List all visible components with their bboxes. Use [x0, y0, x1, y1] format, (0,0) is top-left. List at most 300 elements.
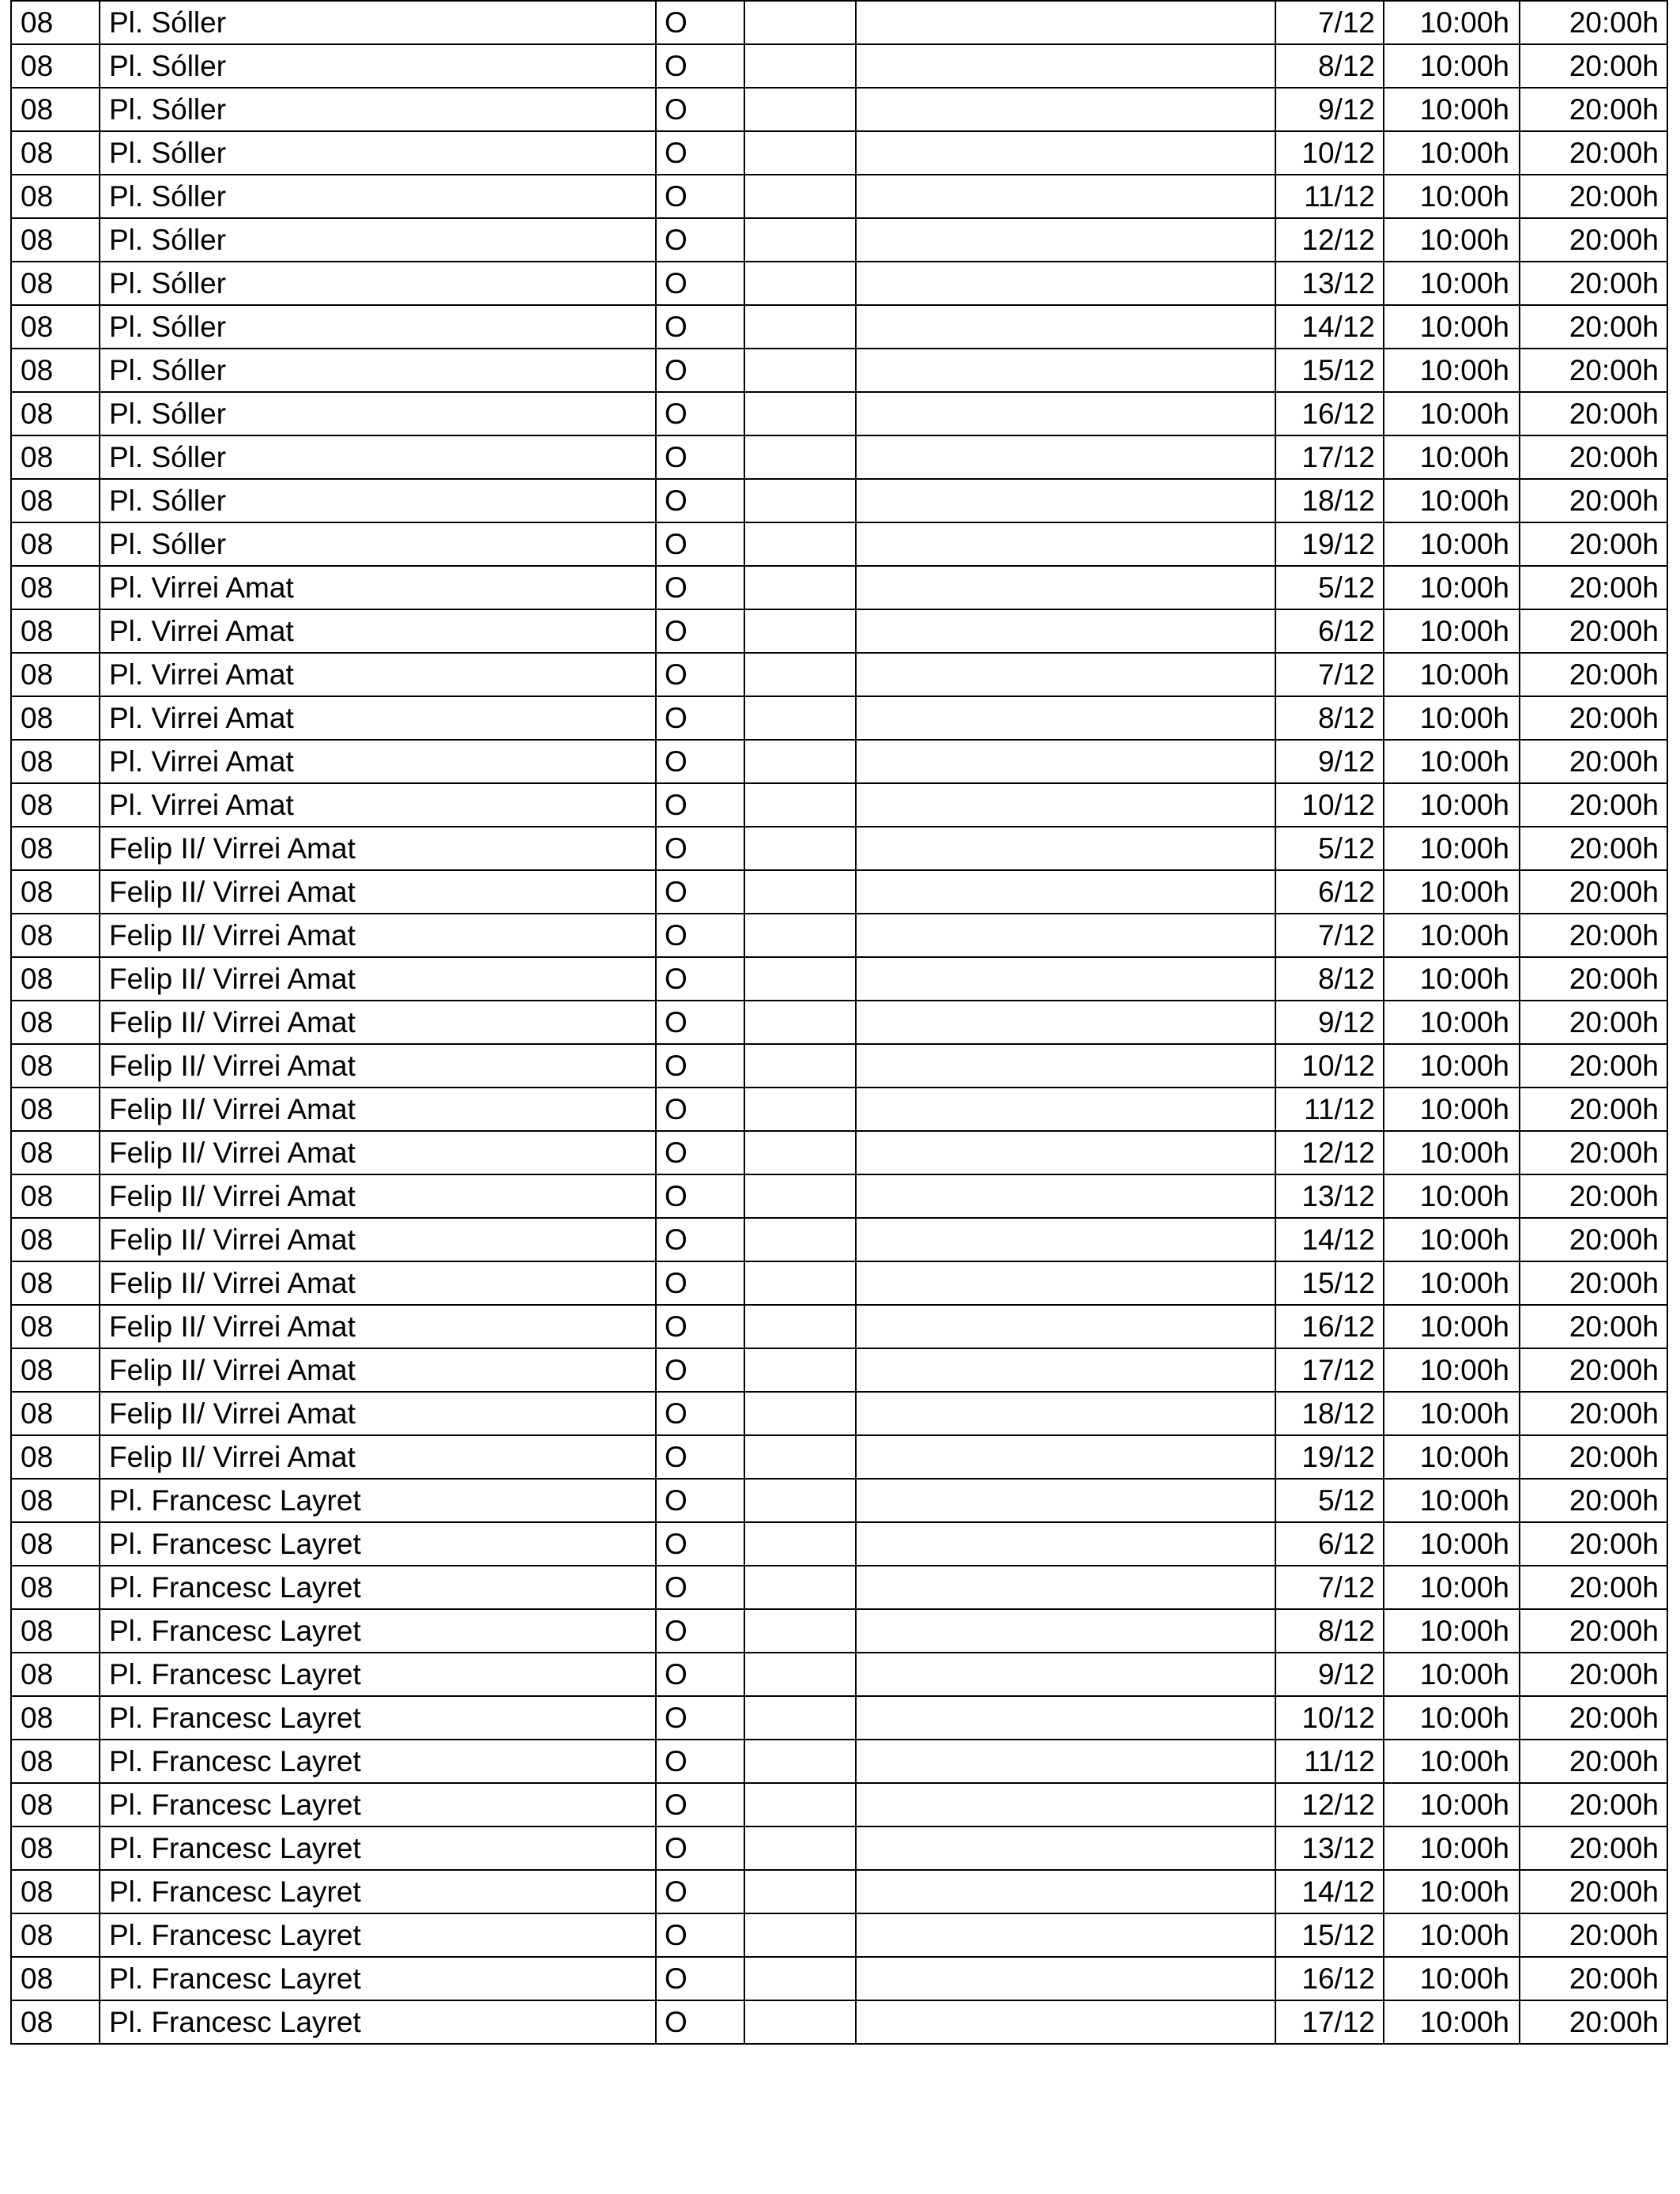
empty-cell: [856, 349, 1275, 392]
date-cell: 9/12: [1275, 88, 1384, 131]
table-row: [11, 783, 1667, 827]
location-cell: Pl. Sóller: [100, 349, 656, 392]
empty-cell: [856, 1566, 1275, 1609]
location-cell: Felip II/ Virrei Amat: [100, 1174, 656, 1218]
date-cell: 13/12: [1275, 1826, 1384, 1870]
end-time-cell: 20:00h: [1520, 1870, 1667, 1913]
end-time-cell: 20:00h: [1520, 1174, 1667, 1218]
table-row: [11, 1522, 1667, 1566]
start-time-cell: 10:00h: [1384, 1957, 1520, 2000]
district-cell: 08: [11, 218, 100, 262]
table-row: [11, 1001, 1667, 1044]
district-cell: 08: [11, 914, 100, 957]
start-time-cell: 10:00h: [1384, 1783, 1520, 1826]
start-time-cell: 10:00h: [1384, 1913, 1520, 1957]
end-time-cell: 20:00h: [1520, 1218, 1667, 1261]
end-time-cell: 20:00h: [1520, 1261, 1667, 1305]
empty-cell: [856, 2000, 1275, 2044]
empty-cell: [744, 957, 856, 1001]
date-cell: 18/12: [1275, 479, 1384, 522]
type-cell: O: [656, 1131, 744, 1174]
district-cell: 08: [11, 1522, 100, 1566]
empty-cell: [744, 566, 856, 609]
district-cell: 08: [11, 1826, 100, 1870]
location-cell: Pl. Virrei Amat: [100, 696, 656, 740]
district-cell: 08: [11, 1044, 100, 1088]
table-row: [11, 2000, 1667, 2044]
type-cell: O: [656, 1522, 744, 1566]
empty-cell: [744, 1044, 856, 1088]
location-cell: Felip II/ Virrei Amat: [100, 1001, 656, 1044]
date-cell: 6/12: [1275, 1522, 1384, 1566]
type-cell: O: [656, 696, 744, 740]
table-row: [11, 218, 1667, 262]
type-cell: O: [656, 609, 744, 653]
type-cell: O: [656, 218, 744, 262]
district-cell: 08: [11, 1001, 100, 1044]
type-cell: O: [656, 1783, 744, 1826]
location-cell: Pl. Francesc Layret: [100, 1913, 656, 1957]
end-time-cell: 20:00h: [1520, 479, 1667, 522]
type-cell: O: [656, 1957, 744, 2000]
district-cell: 08: [11, 1783, 100, 1826]
district-cell: 08: [11, 479, 100, 522]
location-cell: Pl. Sóller: [100, 392, 656, 435]
date-cell: 7/12: [1275, 653, 1384, 696]
type-cell: O: [656, 1, 744, 44]
end-time-cell: 20:00h: [1520, 1001, 1667, 1044]
date-cell: 9/12: [1275, 740, 1384, 783]
table-row: [11, 1913, 1667, 1957]
date-cell: 16/12: [1275, 1957, 1384, 2000]
type-cell: O: [656, 1479, 744, 1522]
location-cell: Pl. Francesc Layret: [100, 1826, 656, 1870]
empty-cell: [856, 1392, 1275, 1435]
start-time-cell: 10:00h: [1384, 88, 1520, 131]
table-row: [11, 1174, 1667, 1218]
empty-cell: [744, 1740, 856, 1783]
district-cell: 08: [11, 1435, 100, 1479]
empty-cell: [856, 1479, 1275, 1522]
date-cell: 17/12: [1275, 1348, 1384, 1392]
type-cell: O: [656, 1088, 744, 1131]
district-cell: 08: [11, 827, 100, 870]
type-cell: O: [656, 392, 744, 435]
empty-cell: [744, 349, 856, 392]
empty-cell: [856, 1, 1275, 44]
schedule-table: [10, 0, 1668, 2045]
end-time-cell: 20:00h: [1520, 1348, 1667, 1392]
date-cell: 8/12: [1275, 1609, 1384, 1653]
date-cell: 14/12: [1275, 1870, 1384, 1913]
district-cell: 08: [11, 1740, 100, 1783]
district-cell: 08: [11, 131, 100, 175]
start-time-cell: 10:00h: [1384, 218, 1520, 262]
district-cell: 08: [11, 262, 100, 305]
empty-cell: [856, 131, 1275, 175]
empty-cell: [744, 1826, 856, 1870]
empty-cell: [856, 1218, 1275, 1261]
type-cell: O: [656, 522, 744, 566]
end-time-cell: 20:00h: [1520, 827, 1667, 870]
empty-cell: [856, 1913, 1275, 1957]
start-time-cell: 10:00h: [1384, 1826, 1520, 1870]
type-cell: O: [656, 1001, 744, 1044]
location-cell: Pl. Sóller: [100, 88, 656, 131]
date-cell: 8/12: [1275, 44, 1384, 88]
location-cell: Felip II/ Virrei Amat: [100, 957, 656, 1001]
location-cell: Felip II/ Virrei Amat: [100, 1348, 656, 1392]
date-cell: 13/12: [1275, 262, 1384, 305]
date-cell: 11/12: [1275, 175, 1384, 218]
empty-cell: [856, 653, 1275, 696]
empty-cell: [856, 1088, 1275, 1131]
empty-cell: [744, 1261, 856, 1305]
empty-cell: [856, 1522, 1275, 1566]
empty-cell: [856, 1653, 1275, 1696]
empty-cell: [856, 1957, 1275, 2000]
end-time-cell: 20:00h: [1520, 914, 1667, 957]
table-row: [11, 1957, 1667, 2000]
type-cell: O: [656, 1740, 744, 1783]
type-cell: O: [656, 1261, 744, 1305]
end-time-cell: 20:00h: [1520, 1435, 1667, 1479]
type-cell: O: [656, 88, 744, 131]
location-cell: Felip II/ Virrei Amat: [100, 1044, 656, 1088]
location-cell: Felip II/ Virrei Amat: [100, 827, 656, 870]
empty-cell: [856, 1609, 1275, 1653]
start-time-cell: 10:00h: [1384, 2000, 1520, 2044]
end-time-cell: 20:00h: [1520, 1653, 1667, 1696]
start-time-cell: 10:00h: [1384, 1653, 1520, 1696]
table-row: [11, 1653, 1667, 1696]
date-cell: 7/12: [1275, 914, 1384, 957]
location-cell: Pl. Francesc Layret: [100, 1653, 656, 1696]
table-row: [11, 262, 1667, 305]
district-cell: 08: [11, 435, 100, 479]
location-cell: Pl. Sóller: [100, 44, 656, 88]
table-row: [11, 435, 1667, 479]
date-cell: 5/12: [1275, 566, 1384, 609]
empty-cell: [856, 870, 1275, 914]
type-cell: O: [656, 957, 744, 1001]
end-time-cell: 20:00h: [1520, 870, 1667, 914]
empty-cell: [856, 1261, 1275, 1305]
empty-cell: [856, 88, 1275, 131]
location-cell: Pl. Francesc Layret: [100, 1870, 656, 1913]
location-cell: Pl. Francesc Layret: [100, 1783, 656, 1826]
start-time-cell: 10:00h: [1384, 1479, 1520, 1522]
empty-cell: [744, 1609, 856, 1653]
empty-cell: [856, 957, 1275, 1001]
empty-cell: [856, 783, 1275, 827]
start-time-cell: 10:00h: [1384, 262, 1520, 305]
end-time-cell: 20:00h: [1520, 1088, 1667, 1131]
end-time-cell: 20:00h: [1520, 262, 1667, 305]
empty-cell: [744, 262, 856, 305]
end-time-cell: 20:00h: [1520, 1566, 1667, 1609]
district-cell: 08: [11, 1, 100, 44]
start-time-cell: 10:00h: [1384, 175, 1520, 218]
location-cell: Felip II/ Virrei Amat: [100, 1435, 656, 1479]
table-row: [11, 88, 1667, 131]
date-cell: 16/12: [1275, 392, 1384, 435]
district-cell: 08: [11, 1174, 100, 1218]
date-cell: 10/12: [1275, 131, 1384, 175]
location-cell: Felip II/ Virrei Amat: [100, 1261, 656, 1305]
table-row: [11, 1, 1667, 44]
empty-cell: [744, 305, 856, 349]
end-time-cell: 20:00h: [1520, 1609, 1667, 1653]
end-time-cell: 20:00h: [1520, 1131, 1667, 1174]
empty-cell: [856, 262, 1275, 305]
empty-cell: [744, 1522, 856, 1566]
type-cell: O: [656, 435, 744, 479]
empty-cell: [856, 1870, 1275, 1913]
start-time-cell: 10:00h: [1384, 1131, 1520, 1174]
table-row: [11, 175, 1667, 218]
type-cell: O: [656, 1218, 744, 1261]
end-time-cell: 20:00h: [1520, 783, 1667, 827]
start-time-cell: 10:00h: [1384, 653, 1520, 696]
table-row: [11, 305, 1667, 349]
empty-cell: [744, 522, 856, 566]
start-time-cell: 10:00h: [1384, 1740, 1520, 1783]
location-cell: Felip II/ Virrei Amat: [100, 1131, 656, 1174]
empty-cell: [744, 1392, 856, 1435]
empty-cell: [744, 1479, 856, 1522]
date-cell: 19/12: [1275, 522, 1384, 566]
date-cell: 6/12: [1275, 870, 1384, 914]
empty-cell: [744, 1174, 856, 1218]
location-cell: Pl. Sóller: [100, 479, 656, 522]
end-time-cell: 20:00h: [1520, 349, 1667, 392]
district-cell: 08: [11, 783, 100, 827]
type-cell: O: [656, 131, 744, 175]
empty-cell: [856, 1174, 1275, 1218]
table-row: [11, 1218, 1667, 1261]
table-row: [11, 1783, 1667, 1826]
empty-cell: [744, 870, 856, 914]
date-cell: 19/12: [1275, 1435, 1384, 1479]
type-cell: O: [656, 1044, 744, 1088]
end-time-cell: 20:00h: [1520, 609, 1667, 653]
date-cell: 10/12: [1275, 1044, 1384, 1088]
empty-cell: [856, 1740, 1275, 1783]
date-cell: 11/12: [1275, 1088, 1384, 1131]
empty-cell: [856, 175, 1275, 218]
end-time-cell: 20:00h: [1520, 1, 1667, 44]
empty-cell: [856, 44, 1275, 88]
end-time-cell: 20:00h: [1520, 88, 1667, 131]
empty-cell: [744, 1566, 856, 1609]
district-cell: 08: [11, 1305, 100, 1348]
end-time-cell: 20:00h: [1520, 740, 1667, 783]
date-cell: 6/12: [1275, 609, 1384, 653]
end-time-cell: 20:00h: [1520, 1305, 1667, 1348]
type-cell: O: [656, 1566, 744, 1609]
table-row: [11, 1696, 1667, 1740]
start-time-cell: 10:00h: [1384, 1435, 1520, 1479]
type-cell: O: [656, 2000, 744, 2044]
start-time-cell: 10:00h: [1384, 1218, 1520, 1261]
start-time-cell: 10:00h: [1384, 392, 1520, 435]
table-row: [11, 653, 1667, 696]
table-row: [11, 1044, 1667, 1088]
location-cell: Pl. Francesc Layret: [100, 2000, 656, 2044]
district-cell: 08: [11, 305, 100, 349]
table-row: [11, 1566, 1667, 1609]
end-time-cell: 20:00h: [1520, 392, 1667, 435]
empty-cell: [744, 1218, 856, 1261]
empty-cell: [744, 740, 856, 783]
start-time-cell: 10:00h: [1384, 349, 1520, 392]
empty-cell: [856, 479, 1275, 522]
start-time-cell: 10:00h: [1384, 1, 1520, 44]
district-cell: 08: [11, 1566, 100, 1609]
location-cell: Pl. Sóller: [100, 262, 656, 305]
table-row: [11, 609, 1667, 653]
type-cell: O: [656, 349, 744, 392]
date-cell: 15/12: [1275, 1261, 1384, 1305]
end-time-cell: 20:00h: [1520, 175, 1667, 218]
location-cell: Pl. Sóller: [100, 218, 656, 262]
district-cell: 08: [11, 696, 100, 740]
type-cell: O: [656, 1913, 744, 1957]
district-cell: 08: [11, 1479, 100, 1522]
type-cell: O: [656, 1696, 744, 1740]
empty-cell: [856, 1826, 1275, 1870]
type-cell: O: [656, 870, 744, 914]
empty-cell: [856, 1783, 1275, 1826]
district-cell: 08: [11, 88, 100, 131]
date-cell: 17/12: [1275, 435, 1384, 479]
end-time-cell: 20:00h: [1520, 218, 1667, 262]
empty-cell: [744, 696, 856, 740]
date-cell: 10/12: [1275, 1696, 1384, 1740]
end-time-cell: 20:00h: [1520, 1957, 1667, 2000]
district-cell: 08: [11, 1957, 100, 2000]
start-time-cell: 10:00h: [1384, 479, 1520, 522]
empty-cell: [744, 1001, 856, 1044]
start-time-cell: 10:00h: [1384, 305, 1520, 349]
type-cell: O: [656, 262, 744, 305]
location-cell: Felip II/ Virrei Amat: [100, 1218, 656, 1261]
start-time-cell: 10:00h: [1384, 435, 1520, 479]
end-time-cell: 20:00h: [1520, 131, 1667, 175]
location-cell: Pl. Francesc Layret: [100, 1609, 656, 1653]
district-cell: 08: [11, 1218, 100, 1261]
empty-cell: [744, 2000, 856, 2044]
table-row: [11, 1435, 1667, 1479]
table-row: [11, 1348, 1667, 1392]
type-cell: O: [656, 914, 744, 957]
location-cell: Pl. Sóller: [100, 131, 656, 175]
empty-cell: [856, 1696, 1275, 1740]
start-time-cell: 10:00h: [1384, 870, 1520, 914]
type-cell: O: [656, 1870, 744, 1913]
location-cell: Pl. Francesc Layret: [100, 1566, 656, 1609]
type-cell: O: [656, 1174, 744, 1218]
date-cell: 9/12: [1275, 1653, 1384, 1696]
empty-cell: [744, 131, 856, 175]
table-row: [11, 1826, 1667, 1870]
table-row: [11, 1392, 1667, 1435]
location-cell: Pl. Sóller: [100, 522, 656, 566]
empty-cell: [856, 522, 1275, 566]
start-time-cell: 10:00h: [1384, 1261, 1520, 1305]
district-cell: 08: [11, 175, 100, 218]
empty-cell: [744, 1088, 856, 1131]
date-cell: 7/12: [1275, 1, 1384, 44]
start-time-cell: 10:00h: [1384, 609, 1520, 653]
table-row: [11, 1740, 1667, 1783]
location-cell: Pl. Virrei Amat: [100, 783, 656, 827]
empty-cell: [856, 1131, 1275, 1174]
type-cell: O: [656, 653, 744, 696]
district-cell: 08: [11, 740, 100, 783]
table-row: [11, 44, 1667, 88]
end-time-cell: 20:00h: [1520, 1696, 1667, 1740]
location-cell: Pl. Francesc Layret: [100, 1957, 656, 2000]
empty-cell: [856, 696, 1275, 740]
type-cell: O: [656, 740, 744, 783]
empty-cell: [856, 1435, 1275, 1479]
table-row: [11, 479, 1667, 522]
date-cell: 12/12: [1275, 1131, 1384, 1174]
start-time-cell: 10:00h: [1384, 131, 1520, 175]
start-time-cell: 10:00h: [1384, 1392, 1520, 1435]
district-cell: 08: [11, 1609, 100, 1653]
empty-cell: [744, 88, 856, 131]
end-time-cell: 20:00h: [1520, 957, 1667, 1001]
empty-cell: [744, 653, 856, 696]
date-cell: 5/12: [1275, 1479, 1384, 1522]
table-row: [11, 1479, 1667, 1522]
district-cell: 08: [11, 1913, 100, 1957]
location-cell: Felip II/ Virrei Amat: [100, 1088, 656, 1131]
date-cell: 12/12: [1275, 218, 1384, 262]
table-row: [11, 1088, 1667, 1131]
empty-cell: [856, 1001, 1275, 1044]
date-cell: 5/12: [1275, 827, 1384, 870]
empty-cell: [856, 1348, 1275, 1392]
table-row: [11, 1305, 1667, 1348]
end-time-cell: 20:00h: [1520, 2000, 1667, 2044]
empty-cell: [856, 609, 1275, 653]
district-cell: 08: [11, 609, 100, 653]
start-time-cell: 10:00h: [1384, 1870, 1520, 1913]
type-cell: O: [656, 175, 744, 218]
empty-cell: [744, 1, 856, 44]
type-cell: O: [656, 1348, 744, 1392]
date-cell: 14/12: [1275, 1218, 1384, 1261]
start-time-cell: 10:00h: [1384, 914, 1520, 957]
table-row: [11, 957, 1667, 1001]
type-cell: O: [656, 1653, 744, 1696]
date-cell: 15/12: [1275, 1913, 1384, 1957]
empty-cell: [744, 392, 856, 435]
end-time-cell: 20:00h: [1520, 1392, 1667, 1435]
empty-cell: [744, 435, 856, 479]
table-row: [11, 696, 1667, 740]
district-cell: 08: [11, 349, 100, 392]
date-cell: 16/12: [1275, 1305, 1384, 1348]
start-time-cell: 10:00h: [1384, 827, 1520, 870]
district-cell: 08: [11, 392, 100, 435]
table-row: [11, 1261, 1667, 1305]
type-cell: O: [656, 1305, 744, 1348]
